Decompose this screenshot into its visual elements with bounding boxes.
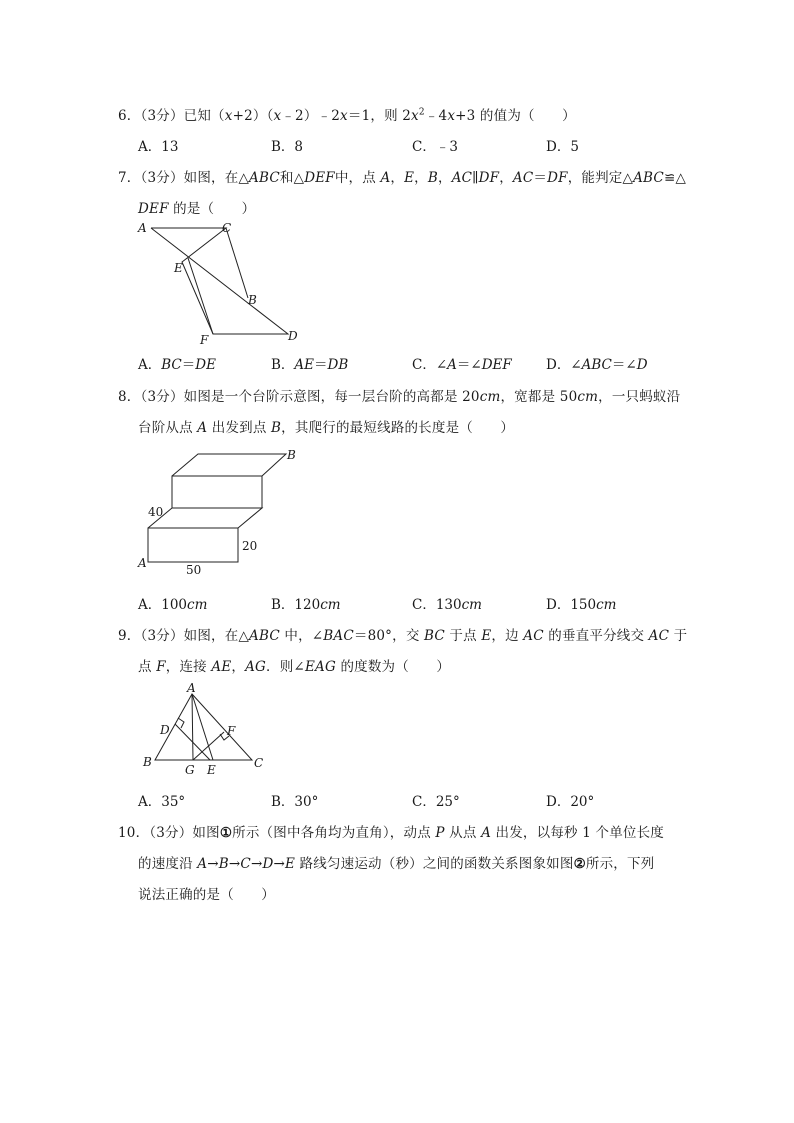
- q6-var: x: [411, 108, 419, 124]
- q8-options: [138, 593, 698, 613]
- q6-var: x: [340, 108, 348, 124]
- q7-var: B: [427, 170, 438, 186]
- q7-var: A: [380, 170, 391, 186]
- q8-opt-unit: cm: [596, 597, 617, 613]
- q10-var: C: [240, 856, 251, 872]
- q7-opt-text: ＝∠: [611, 357, 637, 373]
- q8-opt-unit: cm: [320, 597, 341, 613]
- q10-circled-num: ②: [573, 856, 586, 872]
- q8-unit: cm: [479, 389, 501, 405]
- q7-text: 中，点: [334, 170, 381, 186]
- q7-score: （3分）: [140, 170, 184, 186]
- q6-var: x: [273, 108, 282, 124]
- q9-label-f: F: [227, 724, 236, 738]
- q9-option-a[interactable]: A．35°: [138, 794, 186, 810]
- q6-text: +3 的值为（ ）: [455, 108, 576, 124]
- q7-opt-var: ABC: [581, 357, 612, 373]
- q9-text: 如图，在△: [183, 628, 250, 644]
- q8-number: 8．: [118, 389, 141, 405]
- q9-segment-ae: [192, 694, 213, 760]
- q10-text: 所示（图中各角均为直角），动点: [232, 825, 436, 841]
- q9-text: 的垂直平分线交: [543, 628, 649, 644]
- q7-var: DF: [547, 170, 568, 186]
- q8-unit: cm: [577, 389, 599, 405]
- q10-text: 所示，下列: [585, 856, 655, 872]
- q9-var: ABC: [249, 628, 280, 644]
- q6-option-b[interactable]: B．8: [271, 139, 304, 155]
- question-10-line2: [138, 852, 654, 872]
- q10-circled-num: ①: [219, 825, 233, 841]
- q8-label-a: A: [138, 556, 147, 570]
- q6-text: ﹣2）﹣2: [281, 108, 341, 124]
- q6-score: （3分）: [140, 108, 184, 124]
- q7-var: DF: [478, 170, 500, 186]
- q9-segment-ag: [192, 694, 193, 760]
- q7-option-d[interactable]: [546, 353, 648, 373]
- q8-opt-text: A．100: [138, 597, 188, 613]
- question-7: [118, 166, 686, 186]
- q7-segment-a-c-f-d: [151, 228, 288, 334]
- q6-options: [138, 135, 698, 155]
- q10-number: 10．: [118, 825, 150, 841]
- q9-option-b[interactable]: B．30°: [271, 794, 319, 810]
- q7-opt-var: AE: [294, 357, 315, 373]
- q7-option-a[interactable]: [138, 353, 216, 373]
- q8-option-d[interactable]: [546, 593, 616, 613]
- q7-option-b[interactable]: [271, 353, 348, 373]
- q8-opt-text: D．150: [546, 597, 597, 613]
- q8-score: （3分）: [140, 389, 184, 405]
- q7-opt-text: ＝∠: [456, 357, 482, 373]
- q9-var: AE: [211, 659, 232, 675]
- q9-label-b: B: [143, 755, 152, 769]
- question-9-line2: [138, 655, 450, 675]
- q7-text: ，: [437, 170, 452, 186]
- q8-label-40: 40: [148, 505, 164, 519]
- q10-arrow: →: [250, 856, 263, 872]
- q7-label-d: D: [288, 329, 298, 343]
- q9-text: ，: [231, 659, 246, 675]
- question-6: [118, 104, 576, 124]
- q6-var: x: [447, 108, 456, 124]
- q8-upper-step-top: [172, 454, 286, 476]
- q7-opt-var: A: [447, 357, 457, 373]
- q9-var: BAC: [323, 628, 354, 644]
- q8-option-b[interactable]: [271, 593, 341, 613]
- q7-text: ，: [390, 170, 405, 186]
- question-8-line2: [138, 416, 514, 436]
- q7-opt-text: ＝: [314, 357, 328, 373]
- q10-var: A: [197, 856, 208, 872]
- q6-exponent: 2: [418, 107, 425, 118]
- q7-opt-var: DE: [195, 357, 216, 373]
- q7-text: 和△: [279, 170, 305, 186]
- q8-staircase-figure: [134, 444, 314, 579]
- question-10-line3: [138, 883, 275, 903]
- q8-opt-text: B．120: [271, 597, 321, 613]
- q9-var: F: [156, 659, 166, 675]
- question-9: [118, 624, 687, 644]
- q9-var: BC: [424, 628, 445, 644]
- q9-number: 9．: [118, 628, 141, 644]
- q7-opt-var: DB: [327, 357, 349, 373]
- q10-text: 的速度沿: [138, 856, 198, 872]
- q7-segment-e-f: [188, 258, 213, 334]
- q9-var: AC: [523, 628, 544, 644]
- q10-text: 如图: [192, 825, 220, 841]
- question-8: [118, 385, 680, 405]
- q8-text: ，一只蚂蚁沿: [598, 389, 681, 405]
- q8-opt-unit: cm: [187, 597, 208, 613]
- q8-option-c[interactable]: [412, 593, 482, 613]
- q9-text: 的度数为（ ）: [335, 659, 451, 675]
- q7-number: 7．: [118, 170, 141, 186]
- q7-text: ≌△: [663, 170, 687, 186]
- q9-right-angle-d: [178, 718, 184, 728]
- q9-triangle-figure: [138, 681, 278, 779]
- q9-text: 点: [138, 659, 157, 675]
- q7-var: ABC: [633, 170, 664, 186]
- q10-arrow: →: [207, 856, 219, 872]
- q10-var: D: [262, 856, 274, 872]
- q7-label-e: E: [174, 261, 183, 275]
- q9-label-g: G: [185, 763, 195, 777]
- q6-var: x: [224, 108, 233, 124]
- q7-opt-text: C．∠: [412, 357, 448, 373]
- q8-lower-step-top: [148, 508, 262, 528]
- question-10: [118, 821, 664, 841]
- q9-text: ，连接: [165, 659, 212, 675]
- q8-text: 台阶从点: [138, 420, 198, 436]
- q8-upper-step-front: [172, 476, 262, 508]
- q9-label-a: A: [187, 681, 196, 695]
- q10-arrow: →: [228, 856, 241, 872]
- q6-text: ﹣4: [424, 108, 448, 124]
- q6-option-a[interactable]: A．13: [138, 139, 179, 155]
- q10-var: E: [285, 856, 296, 872]
- q7-text: 如图，在△: [183, 170, 250, 186]
- q10-var: B: [218, 856, 229, 872]
- q8-var: B: [271, 420, 282, 436]
- q7-opt-text: B．: [271, 357, 295, 373]
- q7-text: ，: [499, 170, 513, 186]
- q7-var: DEF: [304, 170, 335, 186]
- q7-label-a: A: [138, 221, 147, 235]
- q7-var: E: [404, 170, 415, 186]
- q7-opt-var: DEF: [481, 357, 512, 373]
- q7-var: AC: [512, 170, 534, 186]
- q7-text: ＝: [533, 170, 548, 186]
- q7-label-f: F: [200, 333, 209, 347]
- q9-text: 于: [669, 628, 688, 644]
- q8-var: A: [197, 420, 208, 436]
- q9-text: ．则∠: [266, 659, 305, 675]
- q8-opt-unit: cm: [461, 597, 482, 613]
- q7-opt-text: D．∠: [546, 357, 582, 373]
- q9-var: AC: [648, 628, 670, 644]
- q9-var: E: [481, 628, 492, 644]
- q8-text: 出发到点: [207, 420, 272, 436]
- q6-text: ＝1，则 2: [347, 108, 412, 124]
- q8-option-a[interactable]: [138, 593, 207, 613]
- q9-segment-fg: [193, 732, 224, 760]
- q7-opt-text: ＝: [181, 357, 196, 373]
- q8-text: ，其爬行的最短线路的长度是（ ）: [281, 420, 515, 436]
- q9-label-c: C: [254, 756, 264, 770]
- q6-option-c[interactable]: C．﹣3: [412, 139, 458, 155]
- q7-segment-c-b: [226, 228, 248, 298]
- q6-text: 已知（: [183, 108, 225, 124]
- q8-text: ，宽都是 50: [500, 389, 578, 405]
- q8-label-20: 20: [242, 539, 258, 553]
- q10-text: 从点: [444, 825, 482, 841]
- q10-arrow: →: [273, 856, 285, 872]
- q7-opt-text: A．: [138, 357, 162, 373]
- q8-opt-text: C．130: [412, 597, 462, 613]
- q9-text: ，边: [491, 628, 524, 644]
- q7-opt-var: BC: [161, 357, 182, 373]
- q8-lower-step-front: [148, 528, 238, 562]
- q7-var: DEF: [138, 201, 169, 217]
- q6-option-d[interactable]: D．5: [546, 139, 579, 155]
- q10-text: 路线匀速运动（秒）之间的函数关系图象如图: [295, 856, 574, 872]
- q9-var: EAG: [304, 659, 336, 675]
- q7-option-c[interactable]: [412, 353, 512, 373]
- q7-label-b: B: [248, 293, 257, 307]
- q9-options: [138, 790, 698, 810]
- q7-options: [138, 353, 698, 373]
- q8-text: 如图是一个台阶示意图，每一层台阶的高都是 20: [183, 389, 480, 405]
- q9-score: （3分）: [140, 628, 184, 644]
- q9-label-d: D: [160, 723, 170, 737]
- q7-label-c: C: [222, 221, 232, 235]
- q9-option-c[interactable]: C．25°: [412, 794, 460, 810]
- q9-var: AG: [245, 659, 267, 675]
- q7-figure: [136, 218, 306, 348]
- q6-number: 6．: [118, 108, 141, 124]
- q6-text: +2）（: [232, 108, 274, 124]
- q9-text: 中，∠: [279, 628, 324, 644]
- q7-opt-var: D: [636, 357, 648, 373]
- q9-text: 于点: [444, 628, 482, 644]
- q7-var: AC: [451, 170, 473, 186]
- q9-text: ＝80°，交: [353, 628, 425, 644]
- q10-score: （3分）: [149, 825, 193, 841]
- q10-text: 说法正确的是（ ）: [138, 887, 275, 903]
- q7-var: ABC: [249, 170, 280, 186]
- q8-label-50: 50: [186, 563, 202, 577]
- q9-label-e: E: [207, 763, 216, 777]
- q8-label-b: B: [287, 448, 296, 462]
- q10-text: 出发，以每秒 1 个单位长度: [491, 825, 664, 841]
- q10-var: P: [435, 825, 445, 841]
- q7-text: ，能判定△: [567, 170, 634, 186]
- q7-text: ，: [414, 170, 428, 186]
- q9-option-d[interactable]: D．20°: [546, 794, 595, 810]
- q7-text: ∥: [472, 170, 479, 186]
- q7-text: 的是（ ）: [168, 201, 256, 217]
- question-7-line2: [138, 197, 255, 217]
- q10-var: A: [481, 825, 492, 841]
